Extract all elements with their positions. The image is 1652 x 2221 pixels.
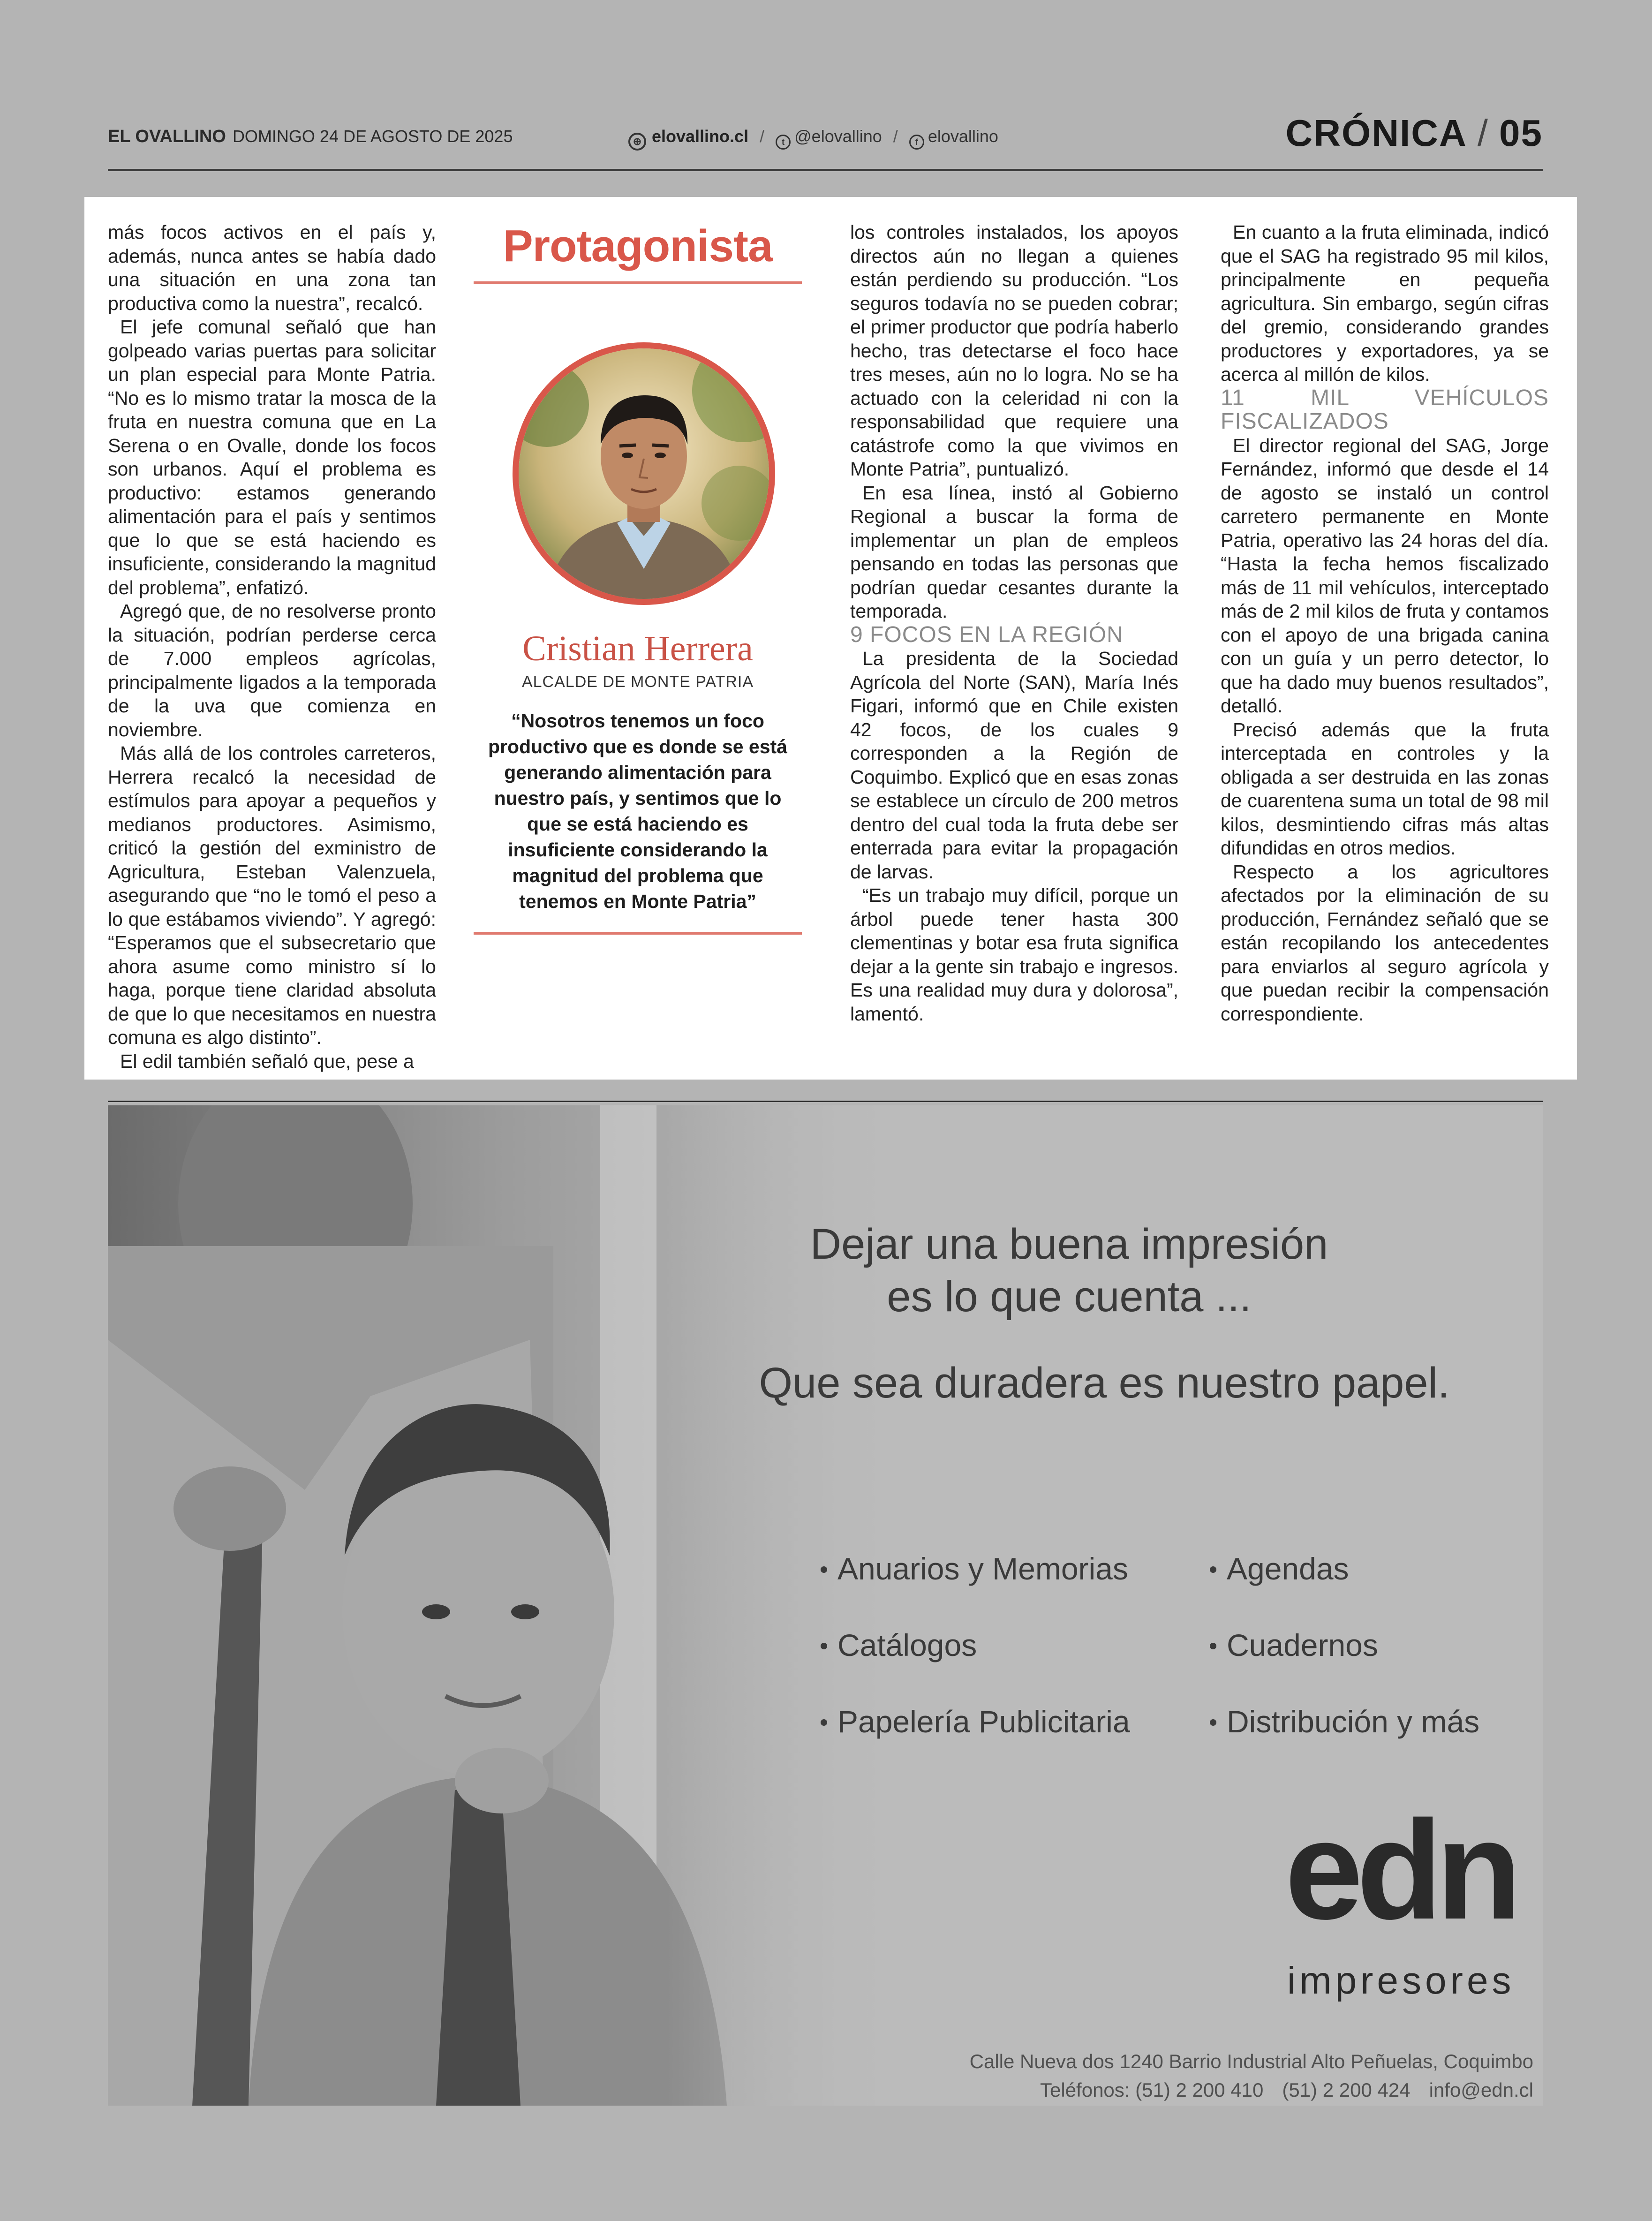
phone-2: (51) 2 200 424: [1282, 2079, 1411, 2101]
service-item: [821, 1551, 1130, 1627]
protagonist-name: Cristian Herrera: [522, 629, 753, 668]
divider: /: [760, 127, 765, 146]
paragraph: Agregó que, de no resolverse pronto la situación, podrían perderse cerca de 7.000 empleos agrícolas, principalmente ligados a la temporada de la uva que comienza en noviembre.: [108, 600, 436, 740]
paragraph: más focos activos en el país y, además, nunca antes se había dado una situación en una zona tan productiva como la nuestra”, recalcó.: [108, 221, 436, 314]
ad-address: Calle Nueva dos 1240 Barrio Industrial Alto Peñuelas, Coquimbo: [969, 2050, 1533, 2072]
ad-slogan: Que sea duradera es nuestro papel.: [759, 1359, 1450, 1407]
protagonist-photo: [513, 342, 775, 605]
edn-logo-subtitle: impresores: [1287, 1959, 1515, 2002]
services-list-left: [821, 1551, 1130, 1780]
service-label: Cuadernos: [1227, 1628, 1378, 1662]
facebook-icon: f: [909, 135, 924, 150]
twitter-handle[interactable]: @elovallino: [794, 127, 882, 146]
paragraph: “Es un trabajo muy difícil, porque un árbol puede tener hasta 300 clementinas y botar esa fruta significa dejar a la gente sin trabajo e ingresos. Es una realidad muy dura y dolorosa”, lamentó.: [850, 884, 1178, 1025]
service-label: Agendas: [1227, 1551, 1349, 1586]
ad-tagline-line: es lo que cuenta ...: [887, 1273, 1252, 1321]
header-social: [628, 127, 998, 151]
service-item: [821, 1704, 1130, 1780]
article-column-3: [850, 220, 1178, 1026]
paragraph: El jefe comunal señaló que han golpeado varias puertas para solicitar un plan especial para Monte Patria. “No es lo mismo tratar la mosca de la fruta en nuestra comuna que en La Serena o en Ovalle, donde los focos son urbanos. Aquí el problema es productivo: estamos generando alimentación para el país y sentimos que lo que se está haciendo es insuficiente, considerando la magnitud del problema”, enfatizó.: [108, 316, 436, 598]
paragraph: los controles instalados, los apoyos directos aún no llegan a quienes están perdiendo su producción. “Los seguros todavía no se pueden cobrar; el primer productor que podría haberlo hecho, tras detectarse el foco hace tres meses, aún no lo logra. No se ha actuado con la celeridad ni con la responsabilidad que requiere una catástrofe como la que vivimos en Monte Patria”, puntualizó.: [850, 221, 1178, 480]
facebook-handle[interactable]: elovallino: [928, 127, 998, 146]
ad-contact: [1021, 2079, 1533, 2101]
advertisement: [108, 1105, 1543, 2106]
paragraph: La presidenta de la Sociedad Agrícola del Norte (SAN), María Inés Figari, informó que en Chile existen 42 focos, de los cuales 9 corresponden a la Región de Coquimbo. Explicó que en esas zonas se establece un círculo de 200 metros dentro del cual toda la fruta debe ser enterrada para evitar la propagación de larvas.: [850, 648, 1178, 883]
email-link[interactable]: info@edn.cl: [1429, 2079, 1533, 2101]
ad-tagline: [741, 1218, 1397, 1323]
paragraph: El director regional del SAG, Jorge Fernández, informó que desde el 14 de agosto se instaló un control carretero permanente en Monte Patria, operativo las 24 horas del día. “Hasta la fecha hemos fiscalizado más de 11 mil vehículos, interceptado más de 2 mil kilos de fruta y contamos con el apoyo de una brigada canina con un guía y un perro detector, lo que ha dado muy buenos resultados”, detalló.: [1221, 434, 1549, 717]
service-item: [1210, 1551, 1479, 1627]
section-subheading: 11 MIL VEHÍCULOS FISCALIZADOS: [1221, 385, 1549, 434]
divider: /: [1477, 112, 1489, 154]
issue-date: DOMINGO 24 DE AGOSTO DE 2025: [232, 127, 513, 146]
twitter-icon: t: [776, 135, 791, 150]
protagonist-title: Protagonista: [503, 221, 773, 271]
service-label: Papelería Publicitaria: [837, 1704, 1130, 1739]
paragraph: Precisó además que la fruta interceptada en controles y la obligada a ser destruida en las zonas de cuarentena suma un total de 98 mil kilos, desmintiendo cifras más altas difundidas en otros medios.: [1221, 718, 1549, 859]
bullet-icon: [1210, 1643, 1216, 1649]
header-left: [108, 127, 513, 147]
phone-1: Teléfonos: (51) 2 200 410: [1040, 2079, 1264, 2101]
article-body: [84, 197, 1577, 1080]
service-item: [1210, 1627, 1479, 1704]
divider: [108, 1101, 1543, 1102]
ad-tagline-line: Dejar una buena impresión: [810, 1220, 1328, 1268]
protagonist-box: [474, 216, 802, 938]
newspaper-name: EL OVALLINO: [108, 127, 226, 146]
website-link[interactable]: elovallino.cl: [652, 127, 749, 146]
paragraph: Más allá de los controles carreteros, Herrera recalcó la necesidad de estímulos para apoyar a pequeños y medianos productores. Asimismo, criticó la gestión del exministro de Agricultura, Esteban Valenzuela, asegurando que “no le tomó el peso a lo que estábamos viviendo”. Y agregó: “Esperamos que el subsecretario que ahora asume como ministro sí lo haga, porque tiene claridad absoluta de que lo que necesitamos en nuestra comuna es algo distinto”.: [108, 742, 436, 1048]
paragraph: El edil también señaló que, pese a: [120, 1050, 414, 1072]
divider: /: [893, 127, 898, 146]
paragraph: Respecto a los agricultores afectados por la eliminación de su producción, Fernández señaló que se están recopilando los antecedentes para enviarlos al seguro agrícola y que puedan recibir la compensación correspondiente.: [1221, 861, 1549, 1025]
service-label: Catálogos: [837, 1628, 977, 1662]
bullet-icon: [821, 1566, 827, 1573]
section-subheading: 9 FOCOS EN LA REGIÓN: [850, 622, 1124, 647]
bullet-icon: [1210, 1566, 1216, 1573]
page-header: [108, 108, 1543, 171]
globe-icon: ⊕: [628, 133, 646, 151]
section-name: CRÓNICA: [1285, 112, 1467, 154]
service-item: [821, 1627, 1130, 1704]
paragraph: En esa línea, instó al Gobierno Regional a buscar la forma de implementar un plan de empleos pensando en todas las personas que podrían quedar cesantes durante la temporada.: [850, 482, 1178, 622]
portrait-illustration: [519, 348, 769, 599]
paragraph: En cuanto a la fruta eliminada, indicó que el SAG ha registrado 95 mil kilos, principalmente en pequeña agricultura. Sin embargo, según cifras del gremio, considerando grandes productores y exportadores, ya se acerca al millón de kilos.: [1221, 221, 1549, 385]
page-number: 05: [1499, 112, 1543, 154]
edn-logo: edn: [1285, 1791, 1516, 1949]
section-label: [1285, 112, 1543, 155]
article-column-4: [1221, 220, 1549, 1026]
bullet-icon: [821, 1719, 827, 1726]
service-label: Anuarios y Memorias: [837, 1551, 1128, 1586]
services-list-right: [1210, 1551, 1479, 1780]
service-item: [1210, 1704, 1479, 1780]
bullet-icon: [1210, 1719, 1216, 1726]
protagonist-role: ALCALDE DE MONTE PATRIA: [521, 673, 754, 691]
article-column-1: [108, 220, 436, 1073]
protagonist-quote: “Nosotros tenemos un foco productivo que es donde se está generando alimentación para nuestro país, y sentimos que lo que se está haciendo es insuficiente considerando la magnitud del problema que tenemos en Monte Patria”: [488, 710, 787, 912]
divider: [474, 281, 802, 284]
bullet-icon: [821, 1643, 827, 1649]
divider: [474, 932, 802, 935]
service-label: Distribución y más: [1227, 1704, 1480, 1739]
